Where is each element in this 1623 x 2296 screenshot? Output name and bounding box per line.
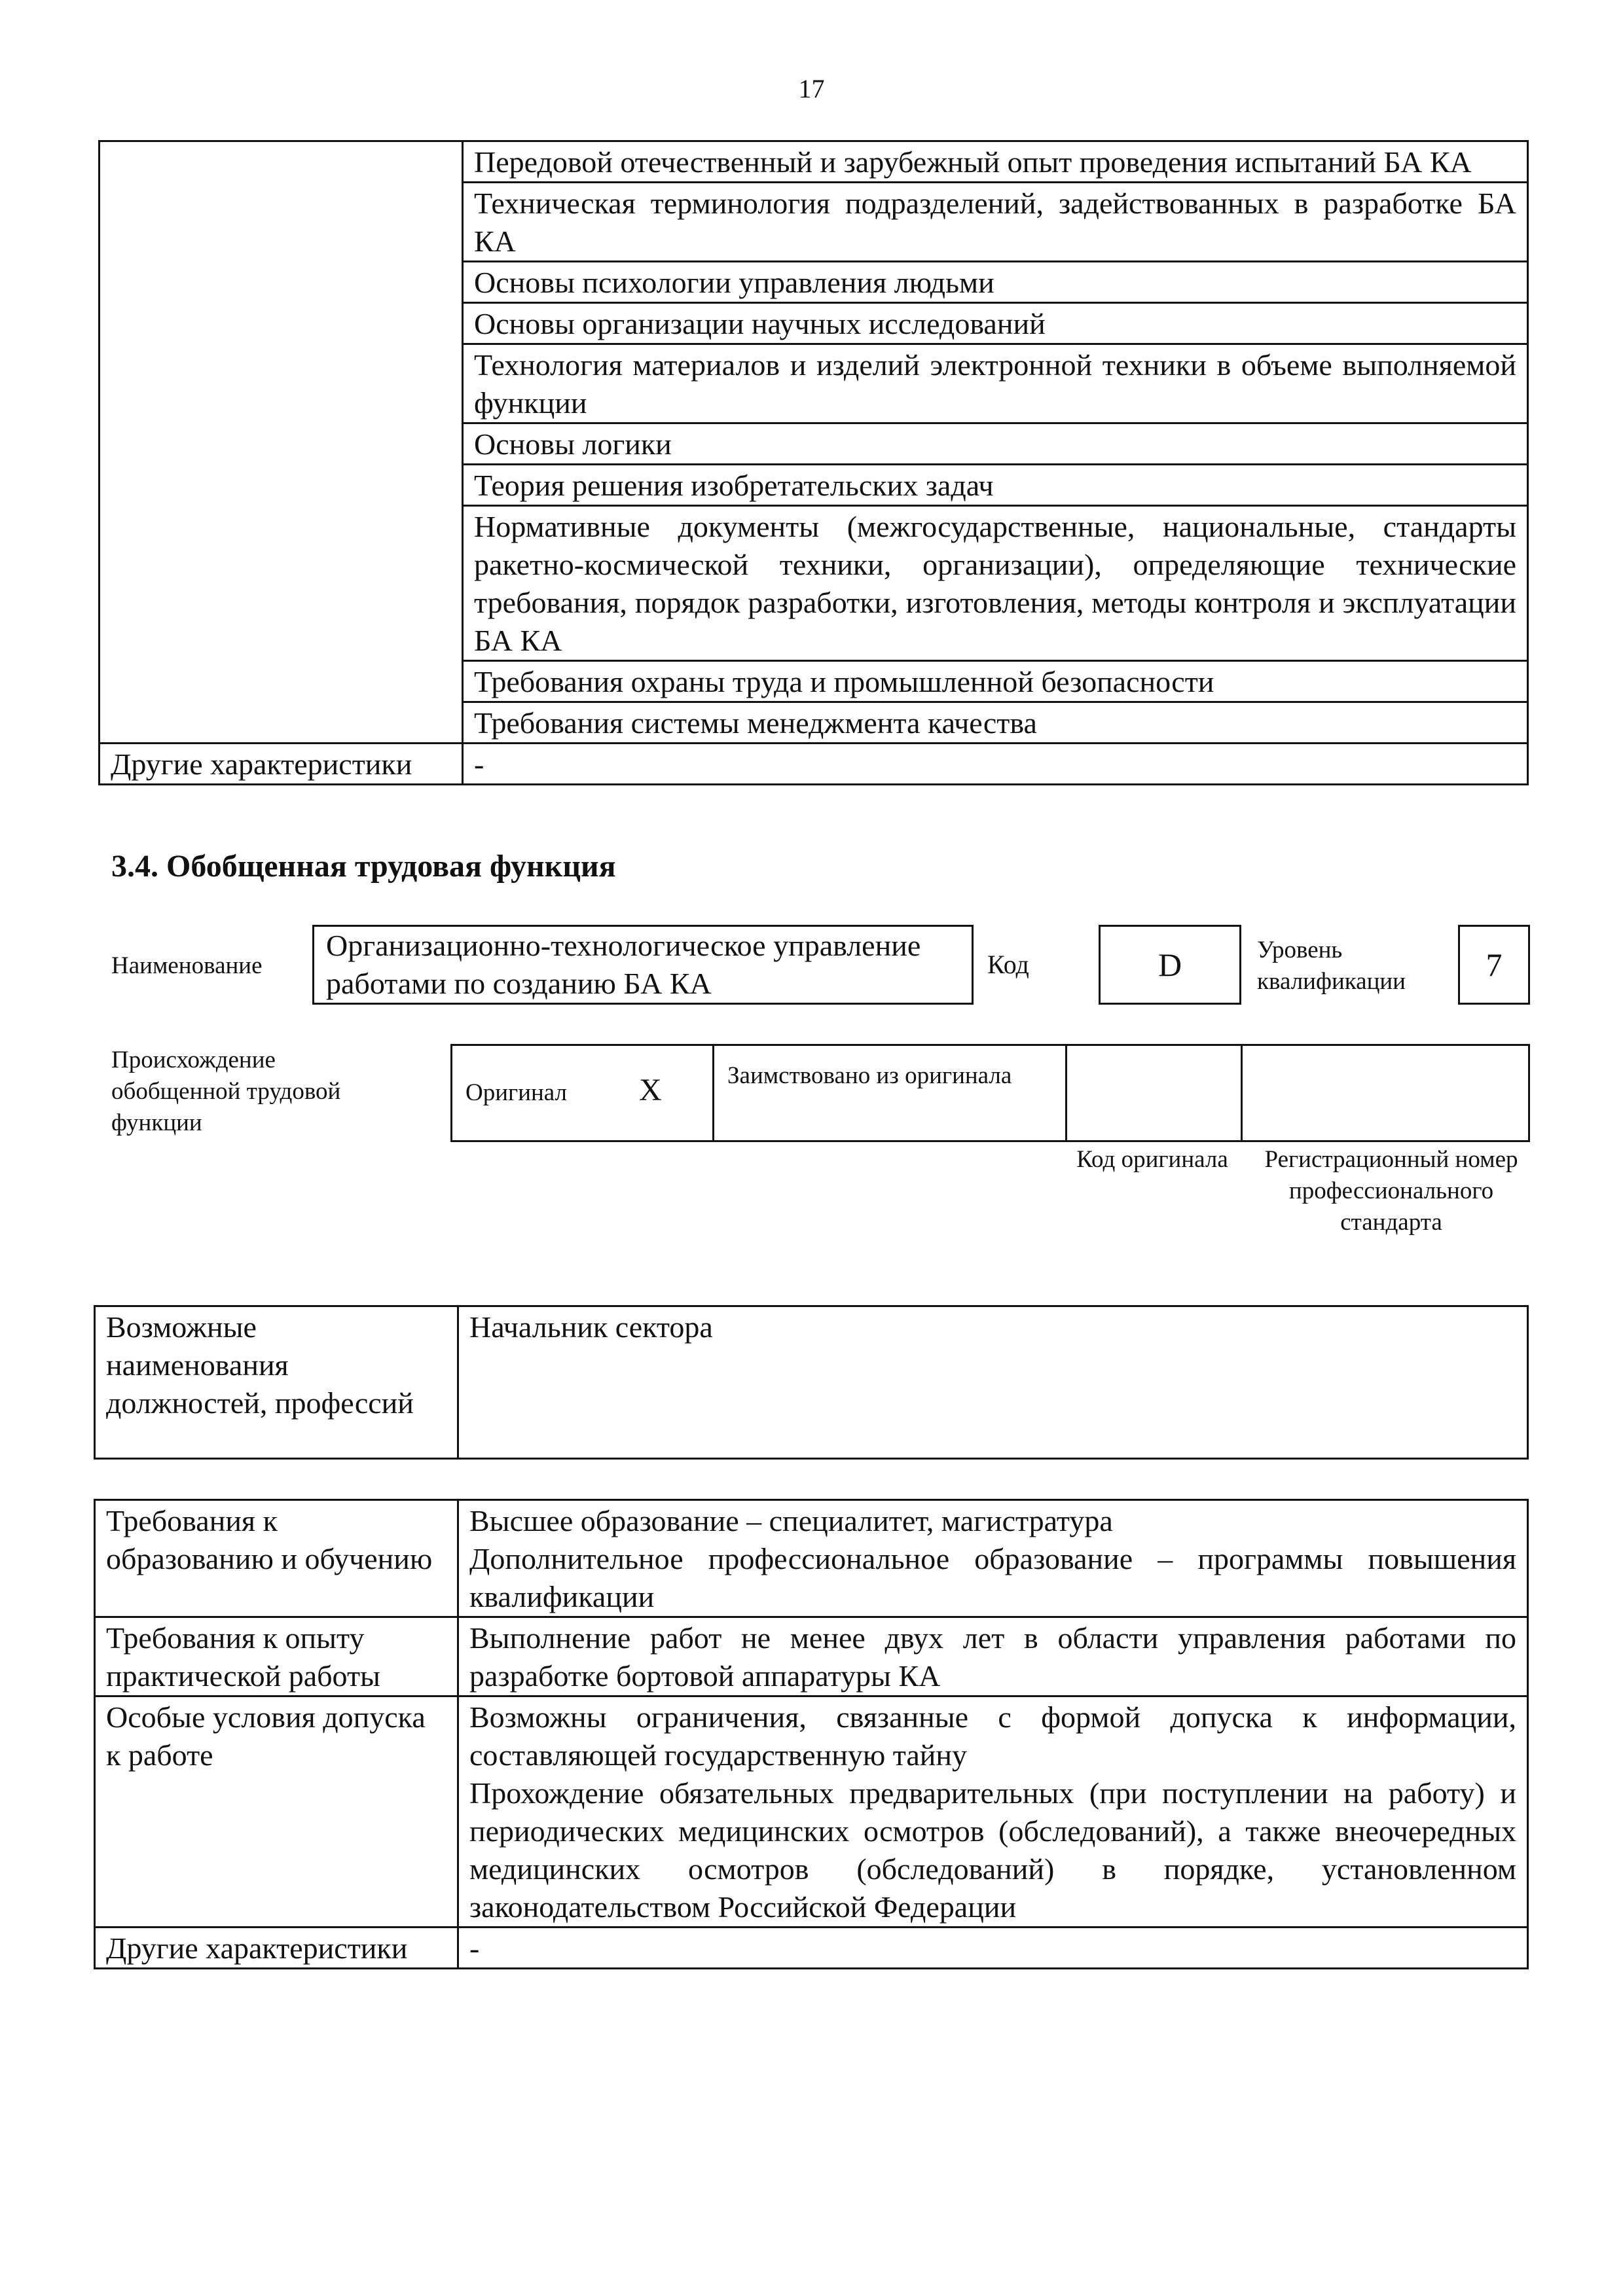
knowledge-item: Основы психологии управления людьми — [463, 262, 1528, 303]
knowledge-item: Основы организации научных исследований — [463, 303, 1528, 344]
positions-table — [94, 1305, 1529, 1460]
knowledge-item: Передовой отечественный и зарубежный опыт проведения испытаний БА КА — [463, 141, 1528, 183]
knowledge-label-cell — [100, 141, 463, 744]
qualification-level-label: Уровень квалификации — [1257, 937, 1406, 995]
requirement-line: Высшее образование – специалитет, магистратура — [469, 1504, 1113, 1537]
requirements-table — [94, 1499, 1529, 1969]
requirement-label: Требования к образованию и обучению — [95, 1500, 458, 1617]
knowledge-item: Технология материалов и изделий электронной техники в объеме выполняемой функции — [463, 344, 1528, 423]
positions-label: Возможные наименования должностей, профессий — [95, 1306, 458, 1459]
requirement-label: Требования к опыту практической работы — [95, 1617, 458, 1696]
requirement-line: Возможны ограничения, связанные с формой допуска к информации, составляющей государственную тайну — [469, 1700, 1516, 1772]
requirement-line: Выполнение работ не менее двух лет в области управления работами по разработке бортовой аппаратуры КА — [469, 1621, 1516, 1693]
requirement-line: Прохождение обязательных предварительных (при поступлении на работу) и периодических медицинских осмотров (обследований), а также внеочередных медицинских осмотров (обследований) в порядке, установленном законодательством Российской Федерации — [469, 1776, 1516, 1924]
requirement-line: - — [469, 1931, 480, 1965]
knowledge-item: Основы логики — [463, 423, 1528, 465]
original-cell — [452, 1046, 714, 1140]
knowledge-item: Требования системы менеджмента качества — [463, 702, 1528, 744]
name-label: Наименование — [111, 952, 263, 979]
reg-number-cell — [1241, 1046, 1528, 1140]
reg-number-caption: Регистрационный номер профессионального стандарта — [1264, 1146, 1518, 1236]
requirement-value — [458, 1696, 1528, 1928]
borrowed-label: Заимствовано из оригинала — [727, 1062, 1012, 1089]
knowledge-item: Нормативные документы (межгосударственные, национальные, стандарты ракетно-космической техники, организации), определяющие технические требования, порядок разработки, изготовления, методы контроля и эксплуатации БА КА — [463, 506, 1528, 661]
requirement-value — [458, 1617, 1528, 1696]
requirement-value — [458, 1928, 1528, 1969]
knowledge-table — [98, 140, 1529, 785]
knowledge-item: Теория решения изобретательских задач — [463, 465, 1528, 506]
other-characteristics-label: Другие характеристики — [100, 744, 463, 785]
requirement-line: Дополнительное профессиональное образование – программы повышения квалификации — [469, 1542, 1516, 1613]
positions-value: Начальник сектора — [458, 1306, 1528, 1459]
origin-table — [450, 1044, 1530, 1142]
requirement-label: Особые условия допуска к работе — [95, 1696, 458, 1928]
origin-label: Происхождение обобщенной трудовой функции — [111, 1047, 341, 1136]
knowledge-item: Требования охраны труда и промышленной безопасности — [463, 661, 1528, 702]
qualification-level-box: 7 — [1458, 925, 1530, 1005]
code-original-cell — [1065, 1046, 1243, 1140]
knowledge-item: Техническая терминология подразделений, задействованных в разработке БА КА — [463, 183, 1528, 262]
original-mark: X — [639, 1073, 662, 1107]
code-original-caption: Код оригинала — [1076, 1146, 1228, 1173]
requirement-value — [458, 1500, 1528, 1617]
other-characteristics-value: - — [463, 744, 1528, 785]
original-label: Оригинал — [465, 1079, 568, 1106]
requirement-label: Другие характеристики — [95, 1928, 458, 1969]
page-number: 17 — [798, 74, 825, 103]
function-name-box: Организационно-технологическое управление работами по созданию БА КА — [312, 925, 974, 1005]
code-label: Код — [987, 950, 1029, 979]
section-heading: 3.4. Обобщенная трудовая функция — [111, 849, 616, 884]
code-value-box: D — [1099, 925, 1241, 1005]
